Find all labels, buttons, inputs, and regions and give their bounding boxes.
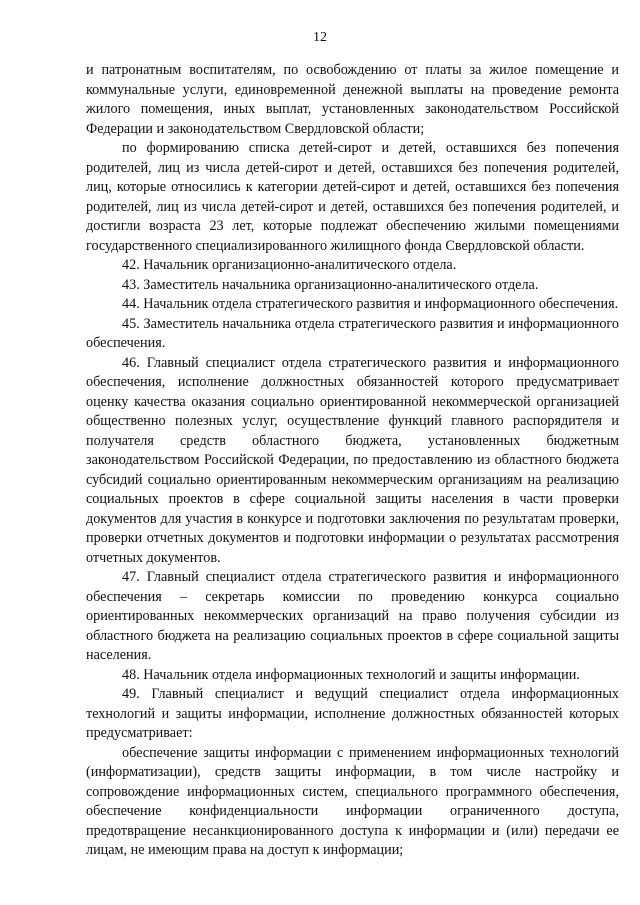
item-49-subparagraph: обеспечение защиты информации с применением информационных технологий (информатизации), средств защиты информации, в том числе настройку и сопровождение информационных систем, специального программного обеспечения, обеспечение конфиденциальности информации ограниченного доступа, предотвращение несанкционированного доступа к информации и (или) передачи ее лицам, не имеющим права на доступ к информации; (86, 744, 619, 858)
item-46: 46. Главный специалист отдела стратегического развития и информационного обеспечения, исполнение должностных обязанностей которого предусматривает оценку качества оказания социально ориентированной некоммерческой организацией общественно полезных услуг, осуществление функций главного распорядителя и получателя средств областного бюджета, установленных бюджетным законодательством Российской Федерации, по предоставлению из областного бюджета субсидий социально ориентированным некоммерческим организациям на реализацию социальных проектов в сфере социальной защиты населения в части проверки документов для участия в конкурсе и подготовки заключения по результатам проверки, проверки отчетных документов и подготовки информации о результатах рассмотрения отчетных документов. (86, 354, 619, 566)
item-49: 49. Главный специалист и ведущий специалист отдела информационных технологий и защиты информации, исполнение должностных обязанностей которых предусматривает: (86, 686, 619, 741)
item-44: 44. Начальник отдела стратегического развития и информационного обеспечения. (122, 296, 619, 312)
document-body (86, 61, 619, 861)
item-47: 47. Главный специалист отдела стратегического развития и информационного обеспечения – секретарь комиссии по проведению конкурса социально ориентированных некоммерческих организаций на право получения субсидии из областного бюджета на реализацию социальных проектов в сфере социальной защиты населения. (86, 569, 619, 663)
item-45: 45. Заместитель начальника отдела стратегического развития и информационного обеспечения. (86, 315, 619, 351)
paragraph-orphans-housing-list: по формированию списка детей-сирот и детей, оставшихся без попечения родителей, лиц из числа детей-сирот и детей, оставшихся без попечения родителей, лиц, которые относились к категории детей-сирот и детей, оставшихся без попечения родителей, лиц из числа детей-сирот и детей, оставшихся без попечения родителей, и достигли возраста 23 лет, которые подлежат обеспечению жилыми помещениями государственного специализированного жилищного фонда Свердловской области. (86, 140, 619, 254)
item-48: 48. Начальник отдела информационных технологий и защиты информации. (122, 666, 580, 683)
page-number: 12 (313, 30, 327, 45)
paragraph-continuation: и патронатным воспитателям, по освобождению от платы за жилое помещение и коммунальные услуги, единовременной денежной выплаты на проведение ремонта жилого помещения, иных выплат, установленных законодательством Российской Федерации и законодательством Свердловской области; (86, 62, 619, 137)
item-43: 43. Заместитель начальника организационно-аналитического отдела. (122, 276, 539, 293)
item-42: 42. Начальник организационно-аналитического отдела. (122, 257, 457, 273)
